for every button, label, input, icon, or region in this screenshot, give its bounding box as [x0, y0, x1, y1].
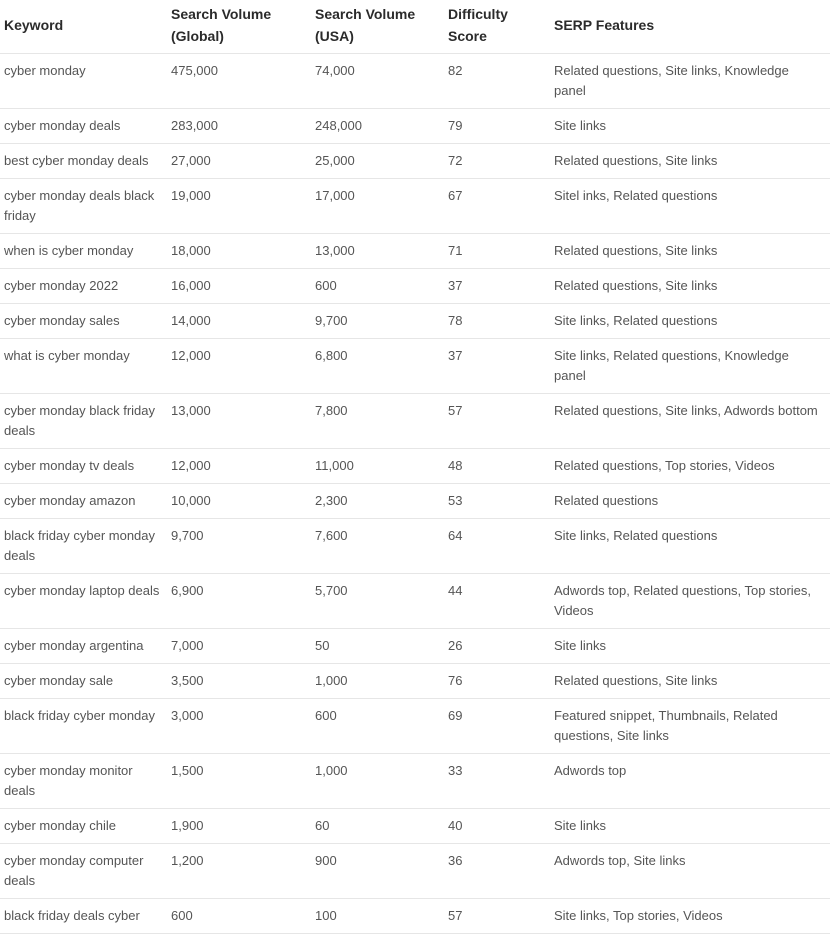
- search-volume-usa-cell: 248,000: [311, 109, 444, 144]
- difficulty-score-cell: 76: [444, 664, 550, 699]
- search-volume-global-cell: 3,000: [167, 699, 311, 754]
- difficulty-score-cell: 82: [444, 54, 550, 109]
- serp-features-cell: Sitel inks, Related questions: [550, 179, 830, 234]
- keyword-cell: cyber monday sale: [0, 664, 167, 699]
- difficulty-score-cell: 79: [444, 109, 550, 144]
- header-keyword: Keyword: [0, 0, 167, 54]
- search-volume-usa-cell: 100: [311, 899, 444, 934]
- keyword-cell: cyber monday deals black friday: [0, 179, 167, 234]
- search-volume-usa-cell: 17,000: [311, 179, 444, 234]
- table-body: [0, 54, 830, 934]
- search-volume-global-cell: 14,000: [167, 304, 311, 339]
- search-volume-global-cell: 1,200: [167, 844, 311, 899]
- search-volume-usa-cell: 1,000: [311, 664, 444, 699]
- search-volume-global-cell: 16,000: [167, 269, 311, 304]
- serp-features-cell: Related questions, Top stories, Videos: [550, 449, 830, 484]
- serp-features-cell: Adwords top, Site links: [550, 844, 830, 899]
- keyword-cell: cyber monday chile: [0, 809, 167, 844]
- search-volume-global-cell: 3,500: [167, 664, 311, 699]
- search-volume-global-cell: 19,000: [167, 179, 311, 234]
- search-volume-global-cell: 283,000: [167, 109, 311, 144]
- search-volume-global-cell: 7,000: [167, 629, 311, 664]
- search-volume-usa-cell: 11,000: [311, 449, 444, 484]
- search-volume-global-cell: 1,500: [167, 754, 311, 809]
- difficulty-score-cell: 33: [444, 754, 550, 809]
- header-serp-features: SERP Features: [550, 0, 830, 54]
- difficulty-score-cell: 57: [444, 899, 550, 934]
- table-row: [0, 809, 830, 844]
- difficulty-score-cell: 48: [444, 449, 550, 484]
- serp-features-cell: Related questions, Site links: [550, 664, 830, 699]
- table-row: [0, 394, 830, 449]
- search-volume-global-cell: 6,900: [167, 574, 311, 629]
- table-row: [0, 844, 830, 899]
- serp-features-cell: Related questions, Site links: [550, 234, 830, 269]
- serp-features-cell: Related questions: [550, 484, 830, 519]
- difficulty-score-cell: 78: [444, 304, 550, 339]
- search-volume-usa-cell: 600: [311, 269, 444, 304]
- table-row: [0, 699, 830, 754]
- keyword-cell: best cyber monday deals: [0, 144, 167, 179]
- difficulty-score-cell: 37: [444, 339, 550, 394]
- table-row: [0, 754, 830, 809]
- header-search-volume-global: Search Volume (Global): [167, 0, 311, 54]
- serp-features-cell: Adwords top: [550, 754, 830, 809]
- table-row: [0, 269, 830, 304]
- search-volume-usa-cell: 9,700: [311, 304, 444, 339]
- header-difficulty-score: Difficulty Score: [444, 0, 550, 54]
- serp-features-cell: Site links: [550, 629, 830, 664]
- search-volume-usa-cell: 7,600: [311, 519, 444, 574]
- difficulty-score-cell: 67: [444, 179, 550, 234]
- table-row: [0, 109, 830, 144]
- table-header-row: [0, 0, 830, 54]
- search-volume-usa-cell: 25,000: [311, 144, 444, 179]
- table-row: [0, 899, 830, 934]
- keyword-cell: black friday cyber monday deals: [0, 519, 167, 574]
- serp-features-cell: Site links, Top stories, Videos: [550, 899, 830, 934]
- difficulty-score-cell: 44: [444, 574, 550, 629]
- keyword-cell: cyber monday: [0, 54, 167, 109]
- table-row: [0, 144, 830, 179]
- serp-features-cell: Site links: [550, 809, 830, 844]
- difficulty-score-cell: 72: [444, 144, 550, 179]
- search-volume-usa-cell: 6,800: [311, 339, 444, 394]
- keyword-cell: black friday cyber monday: [0, 699, 167, 754]
- serp-features-cell: Related questions, Site links, Knowledge panel: [550, 54, 830, 109]
- search-volume-usa-cell: 60: [311, 809, 444, 844]
- search-volume-global-cell: 18,000: [167, 234, 311, 269]
- serp-features-cell: Site links, Related questions: [550, 304, 830, 339]
- search-volume-global-cell: 12,000: [167, 339, 311, 394]
- keyword-cell: cyber monday deals: [0, 109, 167, 144]
- table-row: [0, 519, 830, 574]
- table-row: [0, 629, 830, 664]
- keyword-cell: cyber monday monitor deals: [0, 754, 167, 809]
- search-volume-global-cell: 13,000: [167, 394, 311, 449]
- keyword-cell: cyber monday sales: [0, 304, 167, 339]
- difficulty-score-cell: 53: [444, 484, 550, 519]
- difficulty-score-cell: 64: [444, 519, 550, 574]
- table-row: [0, 54, 830, 109]
- serp-features-cell: Site links: [550, 109, 830, 144]
- serp-features-cell: Related questions, Site links: [550, 144, 830, 179]
- search-volume-usa-cell: 74,000: [311, 54, 444, 109]
- search-volume-usa-cell: 5,700: [311, 574, 444, 629]
- table-row: [0, 339, 830, 394]
- header-search-volume-usa: Search Volume (USA): [311, 0, 444, 54]
- search-volume-usa-cell: 13,000: [311, 234, 444, 269]
- serp-features-cell: Site links, Related questions, Knowledge panel: [550, 339, 830, 394]
- keyword-cell: black friday deals cyber: [0, 899, 167, 934]
- search-volume-global-cell: 27,000: [167, 144, 311, 179]
- keyword-cell: cyber monday laptop deals: [0, 574, 167, 629]
- serp-features-cell: Featured snippet, Thumbnails, Related questions, Site links: [550, 699, 830, 754]
- keyword-cell: cyber monday computer deals: [0, 844, 167, 899]
- keyword-cell: when is cyber monday: [0, 234, 167, 269]
- keyword-cell: cyber monday tv deals: [0, 449, 167, 484]
- keyword-cell: cyber monday 2022: [0, 269, 167, 304]
- table-row: [0, 484, 830, 519]
- search-volume-global-cell: 12,000: [167, 449, 311, 484]
- keyword-cell: what is cyber monday: [0, 339, 167, 394]
- search-volume-usa-cell: 1,000: [311, 754, 444, 809]
- search-volume-usa-cell: 600: [311, 699, 444, 754]
- serp-features-cell: Related questions, Site links, Adwords bottom: [550, 394, 830, 449]
- difficulty-score-cell: 57: [444, 394, 550, 449]
- keyword-cell: cyber monday amazon: [0, 484, 167, 519]
- difficulty-score-cell: 37: [444, 269, 550, 304]
- search-volume-global-cell: 9,700: [167, 519, 311, 574]
- keyword-cell: cyber monday black friday deals: [0, 394, 167, 449]
- search-volume-global-cell: 1,900: [167, 809, 311, 844]
- table-row: [0, 234, 830, 269]
- difficulty-score-cell: 69: [444, 699, 550, 754]
- table-row: [0, 304, 830, 339]
- serp-features-cell: Adwords top, Related questions, Top stories, Videos: [550, 574, 830, 629]
- difficulty-score-cell: 71: [444, 234, 550, 269]
- keyword-cell: cyber monday argentina: [0, 629, 167, 664]
- search-volume-usa-cell: 50: [311, 629, 444, 664]
- table-row: [0, 449, 830, 484]
- search-volume-global-cell: 10,000: [167, 484, 311, 519]
- serp-features-cell: Related questions, Site links: [550, 269, 830, 304]
- search-volume-usa-cell: 900: [311, 844, 444, 899]
- table-row: [0, 664, 830, 699]
- table-row: [0, 179, 830, 234]
- search-volume-global-cell: 475,000: [167, 54, 311, 109]
- serp-features-cell: Site links, Related questions: [550, 519, 830, 574]
- table-row: [0, 574, 830, 629]
- difficulty-score-cell: 40: [444, 809, 550, 844]
- difficulty-score-cell: 26: [444, 629, 550, 664]
- search-volume-usa-cell: 2,300: [311, 484, 444, 519]
- difficulty-score-cell: 36: [444, 844, 550, 899]
- search-volume-usa-cell: 7,800: [311, 394, 444, 449]
- search-volume-global-cell: 600: [167, 899, 311, 934]
